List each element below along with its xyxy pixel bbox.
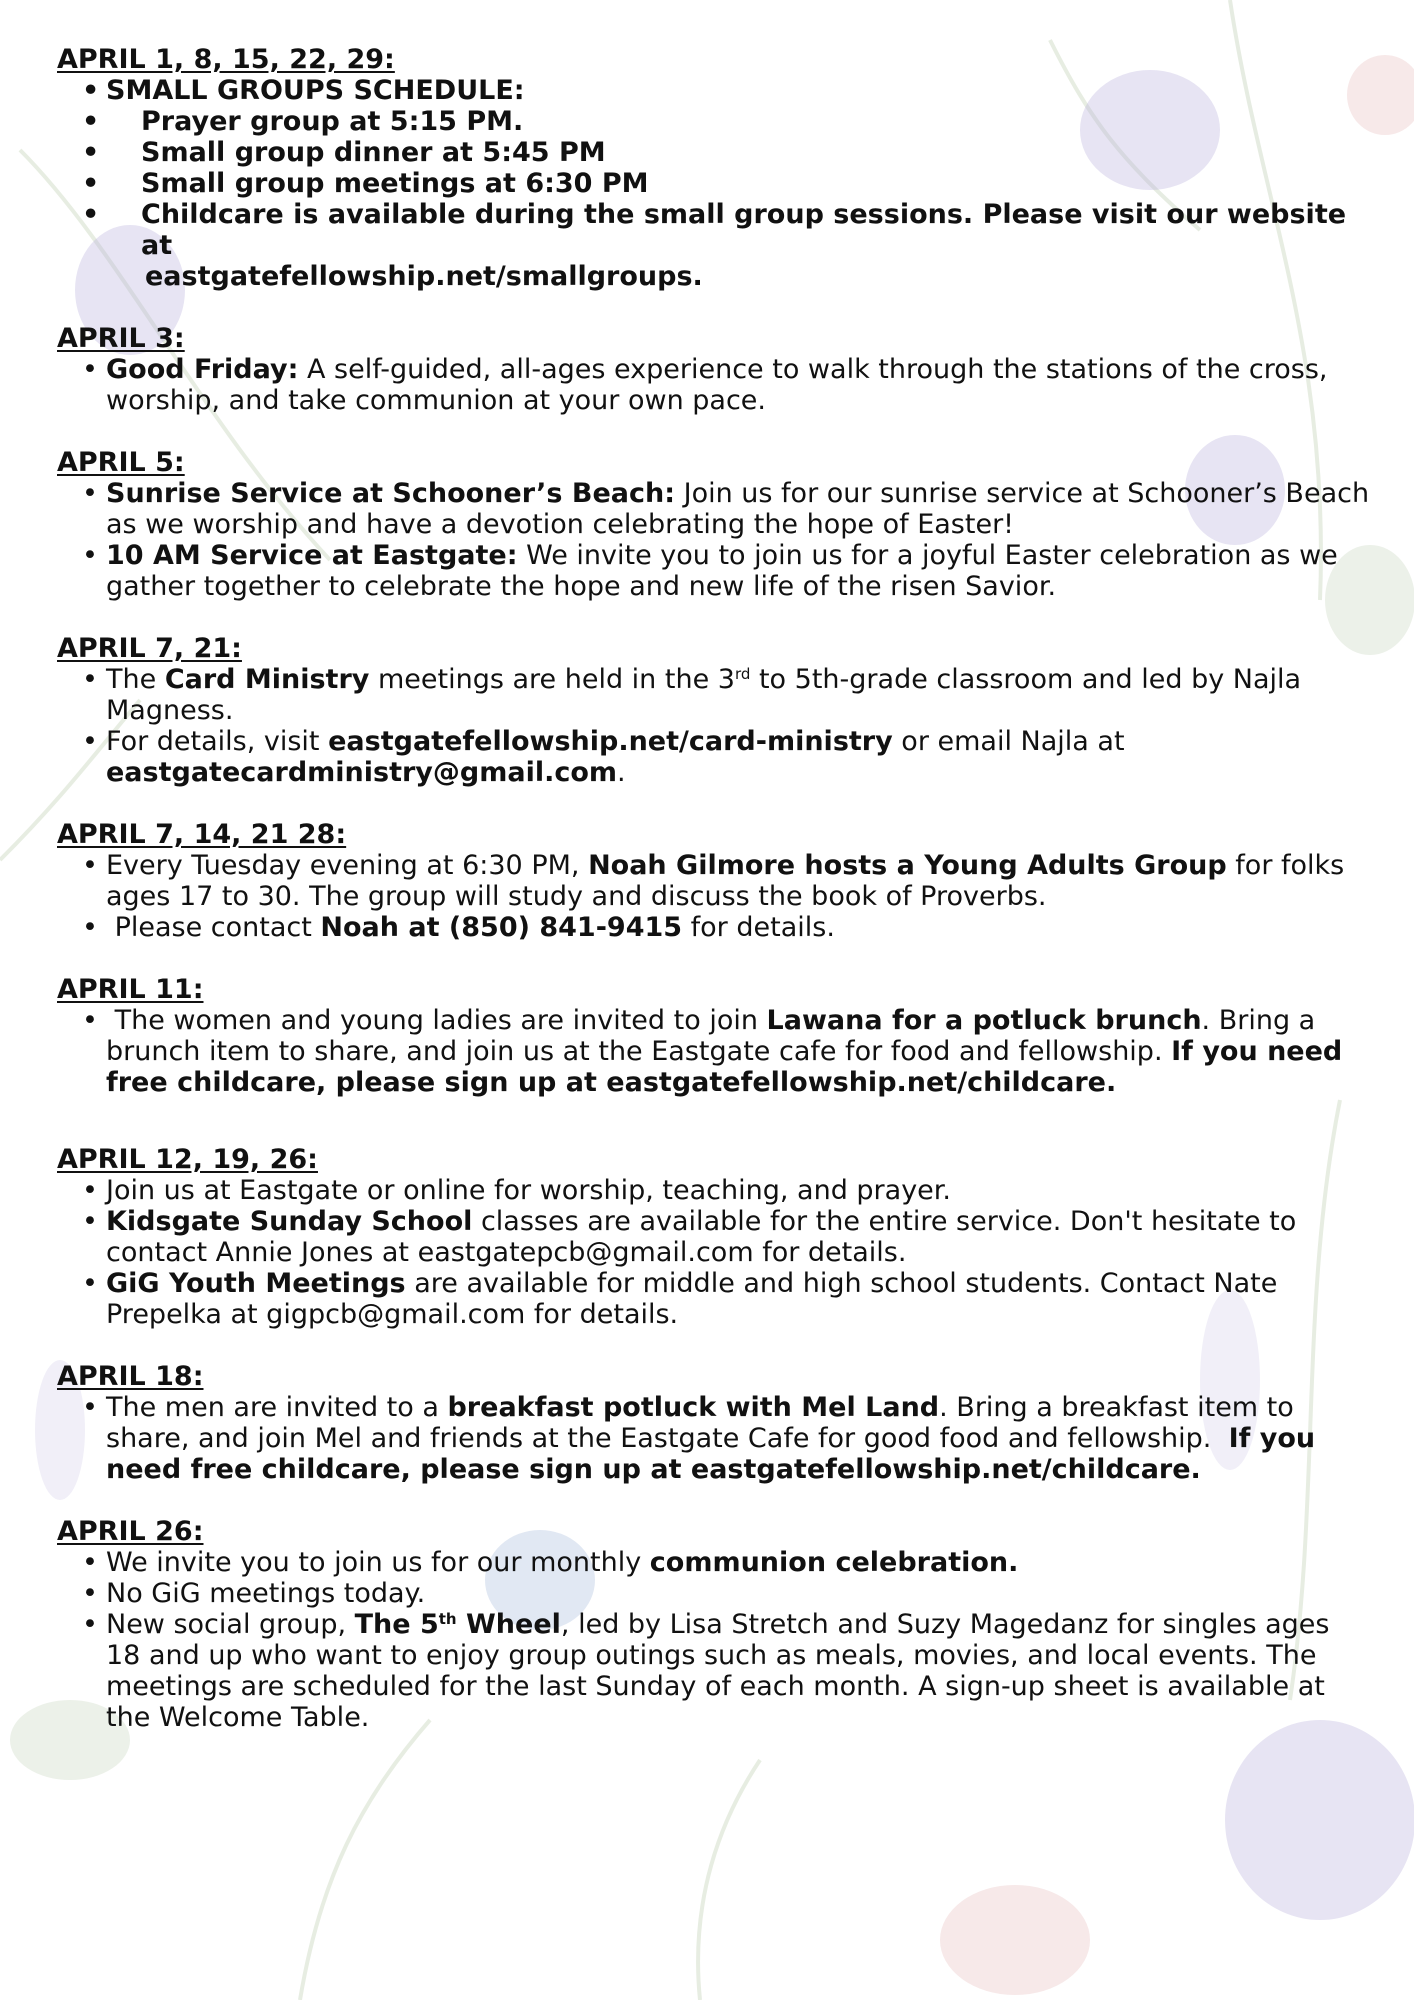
section-april-small-groups [57,44,1372,292]
event-list [57,1175,1372,1330]
section-heading: APRIL 1, 8, 15, 22, 29: [57,44,395,75]
card-ministry-email: eastgatecardministry@gmail.com [106,757,618,788]
list-item: • Join us at Eastgate or online for worship, teaching, and prayer. [106,1175,1372,1206]
section-april-26 [57,1516,1372,1733]
list-item: • Kidsgate Sunday School classes are available for the entire service. Don't hesitate to contact Annie Jones at eastgatepcb@gmail.com for details. [106,1206,1372,1268]
section-heading: APRIL 18: [57,1361,204,1392]
section-april-7-21 [57,633,1372,788]
list-item: • Childcare is available during the small group sessions. Please visit our website at eastgatefellowship.net/smallgroups. [106,199,1372,292]
event-list [57,1005,1372,1098]
section-heading: APRIL 12, 19, 26: [57,1144,318,1175]
section-heading: APRIL 7, 21: [57,633,242,664]
list-item: • The Card Ministry meetings are held in the 3rd to 5th-grade classroom and led by Najla Magness. [106,664,1372,726]
list-item: • GiG Youth Meetings are available for middle and high school students. Contact Nate Prepelka at gigpcb@gmail.com for details. [106,1268,1372,1330]
event-list [57,354,1372,416]
section-april-sundays [57,1144,1372,1330]
section-april-3 [57,323,1372,416]
section-heading: APRIL 3: [57,323,185,354]
card-ministry-link: eastgatefellowship.net/card-ministry [328,726,893,757]
events-calendar [57,44,1372,1764]
section-april-11 [57,974,1372,1098]
section-heading: APRIL 26: [57,1516,204,1547]
list-item: • SMALL GROUPS SCHEDULE: [106,75,1372,106]
list-item: • Small group meetings at 6:30 PM [106,168,1372,199]
section-heading: APRIL 5: [57,447,185,478]
section-april-tuesdays [57,819,1372,943]
section-april-5 [57,447,1372,602]
section-heading: APRIL 11: [57,974,204,1005]
list-item: • Good Friday: A self-guided, all-ages experience to walk through the stations of the cross, worship, and take communion at your own pace. [106,354,1372,416]
list-item: • The men are invited to a breakfast potluck with Mel Land. Bring a breakfast item to share, and join Mel and friends at the Eastgate Cafe for good food and fellowship. If you need free childcare, please sign up at eastgatefellowship.net/childcare. [106,1392,1372,1485]
list-item: • New social group, The 5th Wheel, led by Lisa Stretch and Suzy Magedanz for singles ages 18 and up who want to enjoy group outings such as meals, movies, and local events. The meetings are scheduled for the last Sunday of each month. A sign-up sheet is available at the Welcome Table. [106,1609,1372,1733]
smallgroups-link-text: eastgatefellowship.net/smallgroups. [145,261,703,292]
section-heading: APRIL 7, 14, 21 28: [57,819,347,850]
list-item: • Sunrise Service at Schooner’s Beach: Join us for our sunrise service at Schooner’s Beach as we worship and have a devotion celebrating the hope of Easter! [106,478,1372,540]
list-item: • We invite you to join us for our monthly communion celebration. [106,1547,1372,1578]
list-item: • For details, visit eastgatefellowship.net/card-ministry or email Najla at eastgatecardministry@gmail.com. [106,726,1372,788]
list-item: • Please contact Noah at (850) 841-9415 for details. [106,912,1372,943]
list-item: • Prayer group at 5:15 PM. [106,106,1372,137]
list-item: • 10 AM Service at Eastgate: We invite you to join us for a joyful Easter celebration as we gather together to celebrate the hope and new life of the risen Savior. [106,540,1372,602]
event-list [57,1392,1372,1485]
section-april-18 [57,1361,1372,1485]
stem-bottom-center [698,1760,760,2000]
event-list [57,75,1372,292]
event-list [57,664,1372,788]
event-list [57,850,1372,943]
list-item: • No GiG meetings today. [106,1578,1372,1609]
event-list [57,478,1372,602]
list-item: • The women and young ladies are invited to join Lawana for a potluck brunch. Bring a brunch item to share, and join us at the Eastgate cafe for food and fellowship. If you need free childcare, please sign up at eastgatefellowship.net/childcare. [106,1005,1372,1098]
event-list [57,1547,1372,1733]
list-item: • Small group dinner at 5:45 PM [106,137,1372,168]
list-item: • Every Tuesday evening at 6:30 PM, Noah Gilmore hosts a Young Adults Group for folks ages 17 to 30. The group will study and discuss the book of Proverbs. [106,850,1372,912]
clover-bottom [940,1885,1090,1995]
